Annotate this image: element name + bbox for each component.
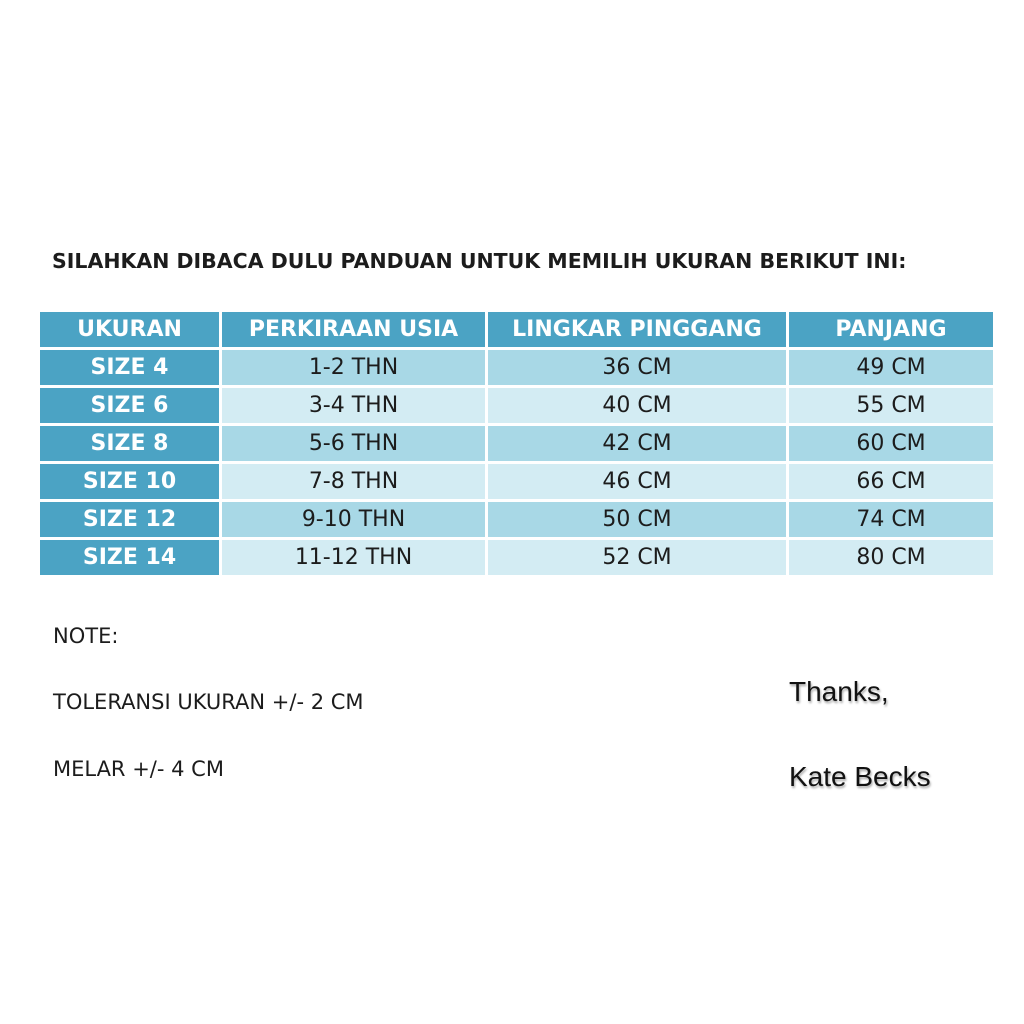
column-header-perkiraan-usia: PERKIRAAN USIA <box>222 312 485 347</box>
table-row <box>40 540 993 575</box>
waist-cell: 42 CM <box>488 426 786 461</box>
size-cell: SIZE 10 <box>40 464 219 499</box>
table-row <box>40 502 993 537</box>
age-cell: 7-8 THN <box>222 464 485 499</box>
waist-cell: 52 CM <box>488 540 786 575</box>
waist-cell: 50 CM <box>488 502 786 537</box>
page-title: SILAHKAN DIBACA DULU PANDUAN UNTUK MEMILIH UKURAN BERIKUT INI: <box>52 249 907 273</box>
size-cell: SIZE 14 <box>40 540 219 575</box>
length-cell: 55 CM <box>789 388 993 423</box>
length-cell: 74 CM <box>789 502 993 537</box>
column-header-ukuran: UKURAN <box>40 312 219 347</box>
size-cell: SIZE 6 <box>40 388 219 423</box>
length-cell: 80 CM <box>789 540 993 575</box>
size-cell: SIZE 8 <box>40 426 219 461</box>
table-header-row <box>40 312 993 347</box>
waist-cell: 40 CM <box>488 388 786 423</box>
note-label: NOTE: <box>53 624 119 648</box>
column-header-panjang: PANJANG <box>789 312 993 347</box>
signature-name: Kate Becks <box>789 761 931 792</box>
tolerance-note: TOLERANSI UKURAN +/- 2 CM <box>53 690 364 714</box>
table-row <box>40 350 993 385</box>
table-row <box>40 388 993 423</box>
column-header-lingkar-pinggang: LINGKAR PINGGANG <box>488 312 786 347</box>
age-cell: 11-12 THN <box>222 540 485 575</box>
length-cell: 66 CM <box>789 464 993 499</box>
waist-cell: 46 CM <box>488 464 786 499</box>
thanks-text: Thanks, <box>789 676 889 707</box>
size-cell: SIZE 4 <box>40 350 219 385</box>
age-cell: 5-6 THN <box>222 426 485 461</box>
age-cell: 9-10 THN <box>222 502 485 537</box>
length-cell: 60 CM <box>789 426 993 461</box>
length-cell: 49 CM <box>789 350 993 385</box>
stretch-note: MELAR +/- 4 CM <box>53 757 224 781</box>
size-chart-table <box>37 309 996 578</box>
waist-cell: 36 CM <box>488 350 786 385</box>
age-cell: 1-2 THN <box>222 350 485 385</box>
size-cell: SIZE 12 <box>40 502 219 537</box>
table-row <box>40 464 993 499</box>
age-cell: 3-4 THN <box>222 388 485 423</box>
table-row <box>40 426 993 461</box>
